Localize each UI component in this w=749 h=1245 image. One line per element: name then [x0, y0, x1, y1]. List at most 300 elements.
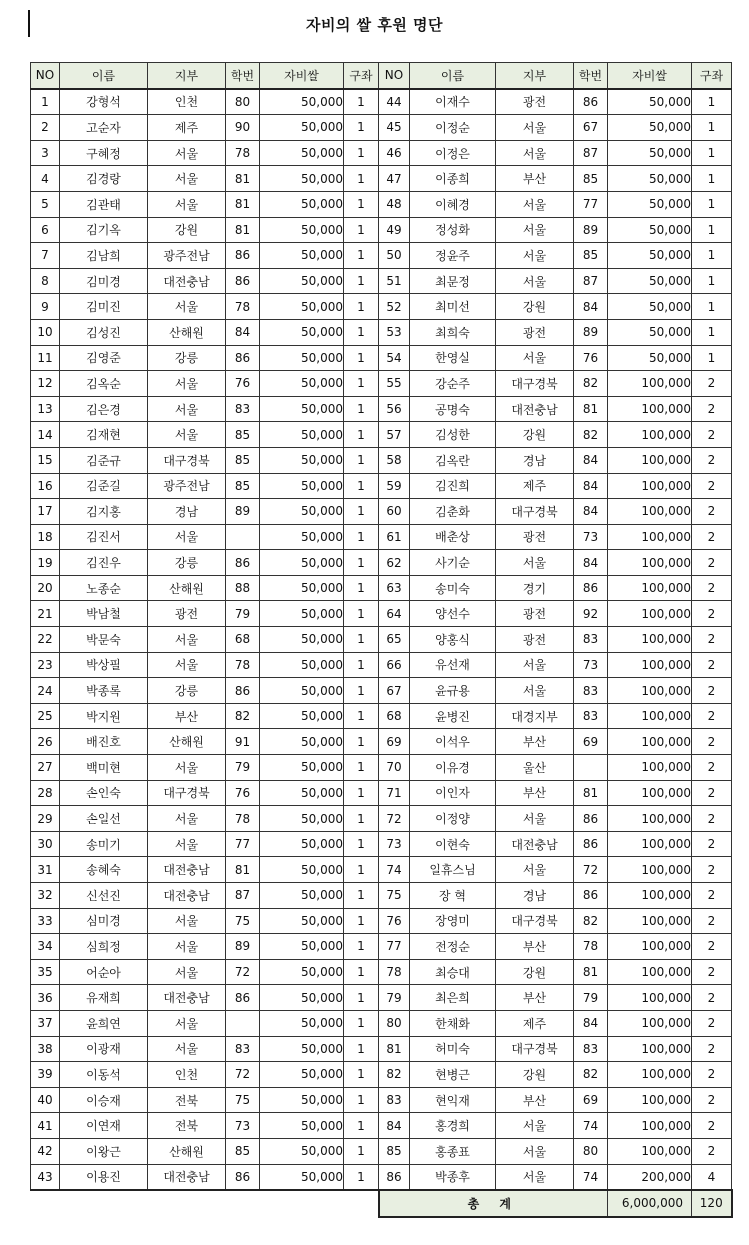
- table-row: [31, 396, 732, 422]
- cell-units: 1: [692, 140, 732, 166]
- cell-class-year: 82: [226, 703, 260, 729]
- cell-no: 41: [31, 1113, 60, 1139]
- cell-branch: 대구경북: [148, 447, 226, 473]
- cell-branch: 전북: [148, 1113, 226, 1139]
- cell-units: 2: [692, 422, 732, 448]
- cell-amount: 50,000: [260, 934, 344, 960]
- cell-class-year: 83: [574, 703, 608, 729]
- cell-no: 67: [379, 678, 410, 704]
- cell-no: 66: [379, 652, 410, 678]
- cell-branch: 강릉: [148, 345, 226, 371]
- cell-amount: 50,000: [260, 1062, 344, 1088]
- cell-units: 1: [344, 1087, 379, 1113]
- cell-branch: 강원: [496, 959, 574, 985]
- table-row: [31, 550, 732, 576]
- cell-class-year: 67: [574, 115, 608, 141]
- cell-no: 15: [31, 447, 60, 473]
- cell-class-year: 89: [226, 499, 260, 525]
- cell-units: 1: [692, 243, 732, 269]
- cell-name: 김남희: [60, 243, 148, 269]
- cell-branch: 광전: [148, 601, 226, 627]
- cell-no: 5: [31, 191, 60, 217]
- cell-no: 68: [379, 703, 410, 729]
- cell-branch: 서울: [496, 1113, 574, 1139]
- cell-name: 최문정: [410, 268, 496, 294]
- header-no: NO: [31, 63, 60, 89]
- table-row: [31, 524, 732, 550]
- cell-class-year: 86: [574, 806, 608, 832]
- cell-branch: 서울: [148, 191, 226, 217]
- cell-amount: 50,000: [260, 268, 344, 294]
- cell-units: 2: [692, 729, 732, 755]
- cell-units: 1: [344, 217, 379, 243]
- cell-amount: 50,000: [260, 1113, 344, 1139]
- cell-amount: 50,000: [260, 831, 344, 857]
- cell-branch: 서울: [496, 1164, 574, 1190]
- cell-amount: 50,000: [608, 89, 692, 115]
- table-row: [31, 345, 732, 371]
- cell-amount: 50,000: [260, 1036, 344, 1062]
- cell-class-year: 82: [574, 422, 608, 448]
- cell-amount: 50,000: [260, 729, 344, 755]
- cell-class-year: 77: [574, 191, 608, 217]
- cell-amount: 50,000: [260, 1138, 344, 1164]
- cell-branch: 대전충남: [496, 831, 574, 857]
- cell-amount: 100,000: [608, 1036, 692, 1062]
- cell-amount: 100,000: [608, 422, 692, 448]
- cell-name: 송미기: [60, 831, 148, 857]
- cell-amount: 50,000: [260, 396, 344, 422]
- cell-class-year: 81: [226, 166, 260, 192]
- cell-amount: 50,000: [260, 652, 344, 678]
- cell-no: 36: [31, 985, 60, 1011]
- table-row: [31, 806, 732, 832]
- cell-no: 34: [31, 934, 60, 960]
- cell-branch: 서울: [496, 140, 574, 166]
- cell-class-year: 79: [574, 985, 608, 1011]
- cell-name: 이왕근: [60, 1138, 148, 1164]
- cell-units: 1: [344, 294, 379, 320]
- cell-name: 손인숙: [60, 780, 148, 806]
- cell-class-year: 85: [226, 422, 260, 448]
- cell-branch: 대전충남: [148, 268, 226, 294]
- table-row: [31, 908, 732, 934]
- cell-name: 일휴스님: [410, 857, 496, 883]
- header-class-year: 학번: [574, 63, 608, 89]
- cell-amount: 200,000: [608, 1164, 692, 1190]
- cell-amount: 100,000: [608, 703, 692, 729]
- cell-class-year: 80: [574, 1138, 608, 1164]
- cell-units: 1: [344, 1164, 379, 1190]
- cell-branch: 서울: [496, 217, 574, 243]
- cell-no: 25: [31, 703, 60, 729]
- cell-units: 2: [692, 831, 732, 857]
- cell-branch: 경기: [496, 575, 574, 601]
- cell-class-year: 76: [574, 345, 608, 371]
- cell-name: 어순아: [60, 959, 148, 985]
- cell-amount: 50,000: [260, 857, 344, 883]
- cell-class-year: 89: [574, 319, 608, 345]
- cell-amount: 50,000: [260, 908, 344, 934]
- cell-class-year: 86: [574, 831, 608, 857]
- cell-units: 1: [344, 243, 379, 269]
- cell-units: 1: [344, 703, 379, 729]
- cell-class-year: 86: [226, 243, 260, 269]
- table-row: [31, 115, 732, 141]
- cell-units: 2: [692, 1113, 732, 1139]
- cell-name: 윤병진: [410, 703, 496, 729]
- table-row: [31, 627, 732, 653]
- cell-name: 이인자: [410, 780, 496, 806]
- cell-units: 2: [692, 371, 732, 397]
- cell-branch: 전북: [148, 1087, 226, 1113]
- cell-class-year: 73: [226, 1113, 260, 1139]
- cell-units: 1: [344, 883, 379, 909]
- cell-amount: 50,000: [260, 959, 344, 985]
- cell-no: 59: [379, 473, 410, 499]
- cell-branch: 서울: [148, 934, 226, 960]
- cell-branch: 서울: [148, 652, 226, 678]
- cell-amount: 50,000: [260, 473, 344, 499]
- cell-no: 2: [31, 115, 60, 141]
- cell-class-year: 78: [574, 934, 608, 960]
- cell-branch: 대구경북: [148, 780, 226, 806]
- cell-amount: 100,000: [608, 1113, 692, 1139]
- cell-amount: 50,000: [260, 243, 344, 269]
- cell-name: 이용진: [60, 1164, 148, 1190]
- table-row: [31, 499, 732, 525]
- cell-name: 장영미: [410, 908, 496, 934]
- cell-class-year: 81: [574, 780, 608, 806]
- cell-units: 1: [344, 857, 379, 883]
- cell-no: 29: [31, 806, 60, 832]
- cell-no: 75: [379, 883, 410, 909]
- cell-branch: 광주전남: [148, 243, 226, 269]
- cell-amount: 50,000: [260, 601, 344, 627]
- cell-class-year: [574, 755, 608, 781]
- cell-amount: 100,000: [608, 959, 692, 985]
- cell-units: 1: [344, 268, 379, 294]
- cell-branch: 서울: [148, 396, 226, 422]
- header-units: 구좌: [344, 63, 379, 89]
- cell-name: 김영준: [60, 345, 148, 371]
- cell-no: 65: [379, 627, 410, 653]
- cell-name: 유재희: [60, 985, 148, 1011]
- cell-amount: 50,000: [260, 319, 344, 345]
- cell-no: 11: [31, 345, 60, 371]
- cell-no: 71: [379, 780, 410, 806]
- cell-units: 1: [344, 115, 379, 141]
- cell-units: 2: [692, 1062, 732, 1088]
- cell-units: 1: [344, 319, 379, 345]
- cell-branch: 경남: [496, 447, 574, 473]
- cell-units: 2: [692, 627, 732, 653]
- cell-amount: 100,000: [608, 524, 692, 550]
- table-row: [31, 243, 732, 269]
- cell-units: 2: [692, 959, 732, 985]
- cell-branch: 산해원: [148, 575, 226, 601]
- cell-branch: 대구경북: [496, 499, 574, 525]
- cell-units: 1: [344, 447, 379, 473]
- cell-units: 1: [692, 191, 732, 217]
- cell-no: 57: [379, 422, 410, 448]
- cell-amount: 50,000: [608, 191, 692, 217]
- cell-units: 1: [344, 1138, 379, 1164]
- cell-class-year: 83: [574, 627, 608, 653]
- cell-class-year: 72: [574, 857, 608, 883]
- table-row: [31, 473, 732, 499]
- cell-class-year: 78: [226, 140, 260, 166]
- cell-class-year: 91: [226, 729, 260, 755]
- cell-branch: 인천: [148, 89, 226, 115]
- cell-units: 4: [692, 1164, 732, 1190]
- cell-name: 백미현: [60, 755, 148, 781]
- cell-no: 49: [379, 217, 410, 243]
- cell-class-year: 86: [226, 268, 260, 294]
- cell-branch: 서울: [148, 294, 226, 320]
- cell-name: 이광재: [60, 1036, 148, 1062]
- cell-units: 2: [692, 575, 732, 601]
- cell-no: 86: [379, 1164, 410, 1190]
- cell-branch: 대구경북: [496, 908, 574, 934]
- cell-no: 9: [31, 294, 60, 320]
- cell-branch: 경남: [148, 499, 226, 525]
- cell-units: 1: [344, 422, 379, 448]
- cell-class-year: 69: [574, 729, 608, 755]
- cell-units: 1: [344, 627, 379, 653]
- cell-units: 1: [344, 191, 379, 217]
- cell-branch: 제주: [496, 473, 574, 499]
- cell-no: 58: [379, 447, 410, 473]
- cell-class-year: 84: [574, 499, 608, 525]
- cell-branch: 서울: [148, 422, 226, 448]
- cell-name: 박문숙: [60, 627, 148, 653]
- cell-amount: 50,000: [260, 447, 344, 473]
- cell-name: 김미진: [60, 294, 148, 320]
- cell-name: 한채화: [410, 1010, 496, 1036]
- cell-branch: 광전: [496, 524, 574, 550]
- cell-class-year: 78: [226, 294, 260, 320]
- cell-branch: 울산: [496, 755, 574, 781]
- table-row: [31, 857, 732, 883]
- cell-class-year: 86: [574, 883, 608, 909]
- cell-branch: 서울: [148, 806, 226, 832]
- cell-branch: 산해원: [148, 319, 226, 345]
- cell-amount: 100,000: [608, 652, 692, 678]
- cell-name: 김지홍: [60, 499, 148, 525]
- cell-class-year: 73: [574, 524, 608, 550]
- cell-class-year: 84: [226, 319, 260, 345]
- cell-no: 31: [31, 857, 60, 883]
- cell-amount: 100,000: [608, 550, 692, 576]
- table-row: [31, 1138, 732, 1164]
- table-row: [31, 89, 732, 115]
- cell-no: 70: [379, 755, 410, 781]
- cell-class-year: 88: [226, 575, 260, 601]
- cell-amount: 50,000: [260, 294, 344, 320]
- cell-no: 27: [31, 755, 60, 781]
- cell-name: 장 혁: [410, 883, 496, 909]
- cell-amount: 50,000: [260, 883, 344, 909]
- cell-class-year: 68: [226, 627, 260, 653]
- cell-amount: 100,000: [608, 575, 692, 601]
- cell-name: 한영실: [410, 345, 496, 371]
- cell-no: 78: [379, 959, 410, 985]
- table-row: [31, 191, 732, 217]
- cell-branch: 대경지부: [496, 703, 574, 729]
- cell-name: 이정은: [410, 140, 496, 166]
- cell-name: 박상필: [60, 652, 148, 678]
- cell-units: 1: [692, 89, 732, 115]
- cell-no: 62: [379, 550, 410, 576]
- cell-units: 1: [692, 217, 732, 243]
- cell-name: 김옥순: [60, 371, 148, 397]
- cell-name: 이동석: [60, 1062, 148, 1088]
- cell-name: 이현숙: [410, 831, 496, 857]
- header-branch: 지부: [496, 63, 574, 89]
- cell-amount: 50,000: [260, 1164, 344, 1190]
- cell-amount: 100,000: [608, 908, 692, 934]
- cell-amount: 50,000: [260, 524, 344, 550]
- cell-no: 79: [379, 985, 410, 1011]
- cell-amount: 50,000: [260, 1010, 344, 1036]
- cell-amount: 100,000: [608, 1087, 692, 1113]
- cell-units: 1: [344, 780, 379, 806]
- cell-units: 2: [692, 755, 732, 781]
- cell-no: 26: [31, 729, 60, 755]
- cell-no: 37: [31, 1010, 60, 1036]
- cell-no: 83: [379, 1087, 410, 1113]
- cell-no: 38: [31, 1036, 60, 1062]
- cell-amount: 50,000: [260, 703, 344, 729]
- cell-units: 2: [692, 678, 732, 704]
- cell-name: 홍경희: [410, 1113, 496, 1139]
- cell-amount: 100,000: [608, 780, 692, 806]
- cell-name: 김재현: [60, 422, 148, 448]
- cell-name: 현익재: [410, 1087, 496, 1113]
- cell-units: 1: [344, 678, 379, 704]
- cell-class-year: 84: [574, 294, 608, 320]
- cell-class-year: 72: [226, 959, 260, 985]
- cell-branch: 강원: [496, 294, 574, 320]
- cell-amount: 100,000: [608, 678, 692, 704]
- cell-branch: 부산: [496, 166, 574, 192]
- cell-no: 47: [379, 166, 410, 192]
- cell-units: 2: [692, 1138, 732, 1164]
- cell-branch: 제주: [148, 115, 226, 141]
- cell-class-year: 86: [226, 550, 260, 576]
- cell-units: 2: [692, 985, 732, 1011]
- cell-amount: 100,000: [608, 627, 692, 653]
- cell-no: 10: [31, 319, 60, 345]
- cell-branch: 서울: [148, 755, 226, 781]
- cell-amount: 50,000: [608, 140, 692, 166]
- page-title: 자비의 쌀 후원 명단: [305, 16, 444, 34]
- table-row: [31, 1010, 732, 1036]
- cell-no: 60: [379, 499, 410, 525]
- total-label: 총 계: [379, 1190, 608, 1217]
- table-row: [31, 1164, 732, 1190]
- cell-class-year: 78: [226, 652, 260, 678]
- cell-branch: 서울: [148, 831, 226, 857]
- cell-units: 1: [344, 934, 379, 960]
- cell-amount: 50,000: [260, 627, 344, 653]
- cell-units: 1: [344, 831, 379, 857]
- cell-no: 48: [379, 191, 410, 217]
- cell-no: 77: [379, 934, 410, 960]
- table-row: [31, 268, 732, 294]
- cell-name: 고순자: [60, 115, 148, 141]
- cell-class-year: 85: [226, 1138, 260, 1164]
- cell-branch: 서울: [496, 550, 574, 576]
- cell-class-year: 92: [574, 601, 608, 627]
- cell-class-year: 85: [574, 166, 608, 192]
- cell-units: 2: [692, 1010, 732, 1036]
- cell-units: 2: [692, 499, 732, 525]
- cell-name: 김성한: [410, 422, 496, 448]
- total-spacer: [31, 1190, 379, 1217]
- table-row: [31, 780, 732, 806]
- cell-name: 김진우: [60, 550, 148, 576]
- cell-units: 1: [344, 601, 379, 627]
- table-row: [31, 294, 732, 320]
- cell-no: 64: [379, 601, 410, 627]
- cell-name: 박남철: [60, 601, 148, 627]
- cell-class-year: 84: [574, 550, 608, 576]
- table-row: [31, 422, 732, 448]
- cell-class-year: 87: [574, 268, 608, 294]
- cell-branch: 부산: [148, 703, 226, 729]
- cell-class-year: 86: [226, 1164, 260, 1190]
- cell-class-year: 86: [226, 678, 260, 704]
- cell-name: 최은희: [410, 985, 496, 1011]
- table-row: [31, 934, 732, 960]
- cell-branch: 대구경북: [496, 1036, 574, 1062]
- cell-no: 6: [31, 217, 60, 243]
- cell-name: 김미경: [60, 268, 148, 294]
- cell-branch: 서울: [148, 1036, 226, 1062]
- table-row: [31, 601, 732, 627]
- cell-branch: 서울: [148, 524, 226, 550]
- cell-units: 1: [344, 89, 379, 115]
- cell-class-year: 87: [226, 883, 260, 909]
- cell-units: 1: [344, 575, 379, 601]
- cell-branch: 부산: [496, 729, 574, 755]
- cell-name: 정성화: [410, 217, 496, 243]
- cell-no: 51: [379, 268, 410, 294]
- cell-name: 이승재: [60, 1087, 148, 1113]
- cell-amount: 50,000: [260, 499, 344, 525]
- cell-units: 1: [344, 499, 379, 525]
- cell-name: 강형석: [60, 89, 148, 115]
- cell-name: 현병근: [410, 1062, 496, 1088]
- cell-branch: 서울: [496, 115, 574, 141]
- cell-units: 2: [692, 447, 732, 473]
- table-row: [31, 703, 732, 729]
- cell-class-year: 81: [226, 217, 260, 243]
- cell-branch: 서울: [148, 1010, 226, 1036]
- cell-name: 김진서: [60, 524, 148, 550]
- header-amount: 자비쌀: [608, 63, 692, 89]
- cell-amount: 50,000: [260, 115, 344, 141]
- cell-name: 이정양: [410, 806, 496, 832]
- cell-class-year: 84: [574, 473, 608, 499]
- cell-class-year: 74: [574, 1113, 608, 1139]
- cell-branch: 광전: [496, 627, 574, 653]
- cell-name: 배춘상: [410, 524, 496, 550]
- cell-name: 이혜경: [410, 191, 496, 217]
- cell-amount: 100,000: [608, 729, 692, 755]
